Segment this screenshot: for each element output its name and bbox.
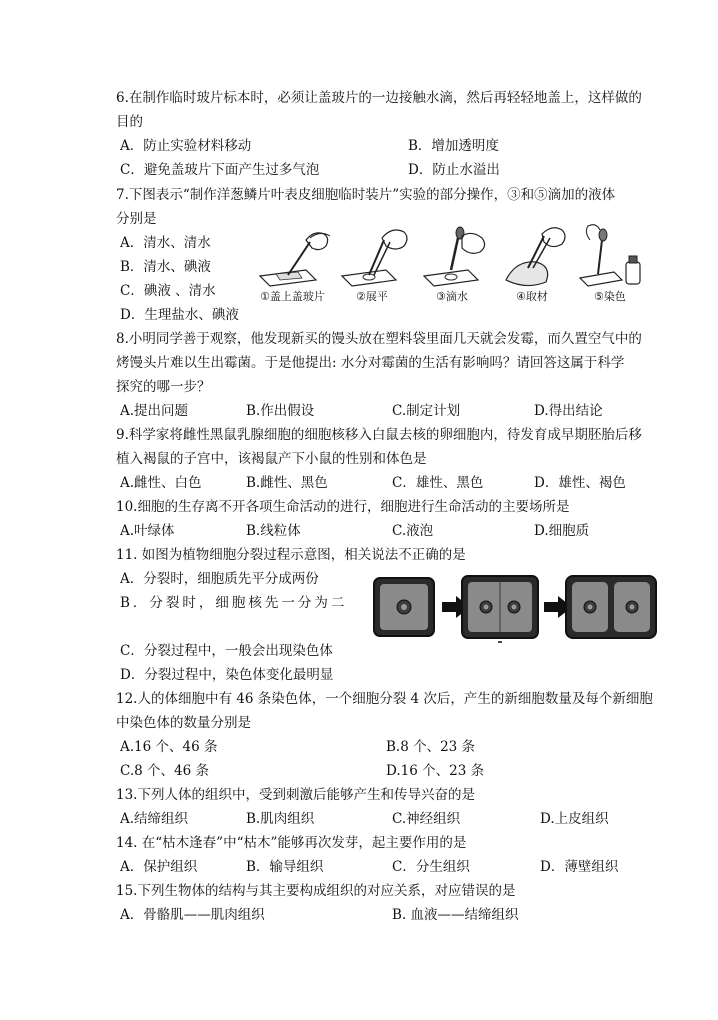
q7-option-c: C．碘液 、清水 — [120, 283, 216, 299]
q12-option-c: C.8 个、46 条 — [120, 763, 209, 779]
step5-illustration — [580, 225, 640, 286]
cell-stage-2 — [462, 576, 538, 642]
q11-option-c: C．分裂过程中，一般会出现染色体 — [120, 643, 333, 659]
cell-stage-1 — [374, 578, 434, 636]
q9-option-c: C．雄性、黑色 — [392, 475, 484, 491]
step4-caption: ④取材 — [516, 290, 548, 303]
step3-illustration — [424, 227, 485, 286]
step5-caption: ⑤染色 — [594, 290, 626, 303]
q10-option-c: C.液泡 — [392, 523, 434, 539]
q13-stem-line1: 13.下列人体的组织中，受到刺激后能够产生和传导兴奋的是 — [116, 787, 475, 803]
q12-stem-line2: 中染色体的数量分别是 — [116, 715, 251, 731]
step4-illustration — [506, 228, 565, 286]
q12-option-a: A.16 个、46 条 — [120, 739, 218, 755]
q9-option-a: A.雌性、白色 — [120, 475, 202, 491]
q9-option-b: B.雌性、黑色 — [246, 475, 328, 491]
q10-option-b: B.线粒体 — [246, 523, 301, 539]
q10-option-a: A.叶绿体 — [120, 523, 175, 539]
q14-option-d: D．薄壁组织 — [540, 859, 619, 875]
q11-stem-line1: 11. 如图为植物细胞分裂过程示意图，相关说法不正确的是 — [116, 547, 466, 563]
q6-option-a: A．防止实验材料移动 — [120, 138, 252, 154]
q7-option-d: D．生理盐水、碘液 — [120, 307, 239, 323]
q8-option-c: C.制定计划 — [392, 403, 461, 419]
q14-option-c: C．分生组织 — [392, 859, 470, 875]
q13-option-a: A.结缔组织 — [120, 811, 189, 827]
q7-stem-line1: 7.下图表示“制作洋葱鳞片叶表皮细胞临时装片”实验的部分操作，③和⑤滴加的液体 — [116, 187, 616, 203]
q9-stem-line2: 植入褐鼠的子宫中，该褐鼠产下小鼠的性别和体色是 — [116, 451, 427, 467]
q7-stem-line2: 分别是 — [116, 211, 157, 227]
q14-option-a: A．保护组织 — [120, 859, 198, 875]
q15-option-b: B. 血液——结缔组织 — [392, 907, 519, 923]
q9-stem-line1: 9.科学家将雌性黑鼠乳腺细胞的细胞核移入白鼠去核的卵细胞内，待发育成早期胚胎后移 — [116, 427, 642, 443]
q13-option-d: D.上皮组织 — [540, 811, 609, 827]
q9-option-d: D．雄性、褐色 — [534, 475, 626, 491]
q15-option-a: A．骨骼肌——肌肉组织 — [120, 907, 265, 923]
q14-option-b: B．输导组织 — [246, 859, 324, 875]
q6-stem-line1: 6.在制作临时玻片标本时，必须让盖玻片的一边接触水滴，然后再轻轻地盖上，这样做的 — [116, 90, 642, 106]
q6-option-c: C．避免盖玻片下面产生过多气泡 — [120, 162, 320, 178]
step1-caption: ①盖上盖玻片 — [260, 290, 325, 303]
q15-stem-line1: 15.下列生物体的结构与其主要构成组织的对应关系，对应错误的是 — [116, 883, 516, 899]
q8-option-b: B.作出假设 — [246, 403, 315, 419]
step2-caption: ②展平 — [356, 290, 388, 303]
q13-option-b: B.肌肉组织 — [246, 811, 315, 827]
q12-stem-line1: 12.人的体细胞中有 46 条染色体，一个细胞分裂 4 次后，产生的新细胞数量及每个新细胞 — [116, 691, 653, 707]
q8-stem-line1: 8.小明同学善于观察，他发现新买的馒头放在塑料袋里面几天就会发霉，而久置空气中的 — [116, 331, 642, 347]
q12-option-d: D.16 个、23 条 — [386, 763, 485, 779]
q7-option-a: A．清水、清水 — [120, 235, 211, 251]
q6-option-d: D．防止水溢出 — [408, 162, 500, 178]
cell-stage-3 — [566, 576, 656, 638]
q8-stem-line3: 探究的哪一步？ — [116, 379, 211, 395]
q6-stem-line2: 目的 — [116, 114, 143, 130]
q8-option-a: A.提出问题 — [120, 403, 189, 419]
q14-stem-line1: 14. 在“枯木逢春”中“枯木”能够再次发芽，起主要作用的是 — [116, 835, 467, 851]
q11-option-a: A．分裂时，细胞质先平分成两份 — [120, 571, 319, 587]
q11-option-d: D．分裂过程中，染色体变化最明显 — [120, 667, 334, 683]
q7-option-b: B．清水、碘液 — [120, 259, 211, 275]
q12-option-b: B.8 个、23 条 — [386, 739, 476, 755]
q13-option-c: C.神经组织 — [392, 811, 461, 827]
q10-option-d: D.细胞质 — [534, 523, 590, 539]
q8-stem-line2: 烤馒头片难以生出霉菌。于是他提出: 水分对霉菌的生活有影响吗？请回答这属于科学 — [116, 355, 625, 371]
q10-stem-line1: 10.细胞的生存离不开各项生命活动的进行，细胞进行生命活动的主要场所是 — [116, 499, 570, 515]
step2-illustration — [342, 230, 407, 286]
step1-illustration — [260, 233, 330, 286]
q11-option-b: B．分裂时，细胞核先一分为二 — [120, 595, 348, 611]
q8-option-d: D.得出结论 — [534, 403, 603, 419]
q6-option-b: B．增加透明度 — [408, 138, 499, 154]
step3-caption: ③滴水 — [436, 290, 468, 303]
q7-procedure-figure — [258, 220, 648, 306]
q11-cell-division-figure — [372, 574, 660, 646]
